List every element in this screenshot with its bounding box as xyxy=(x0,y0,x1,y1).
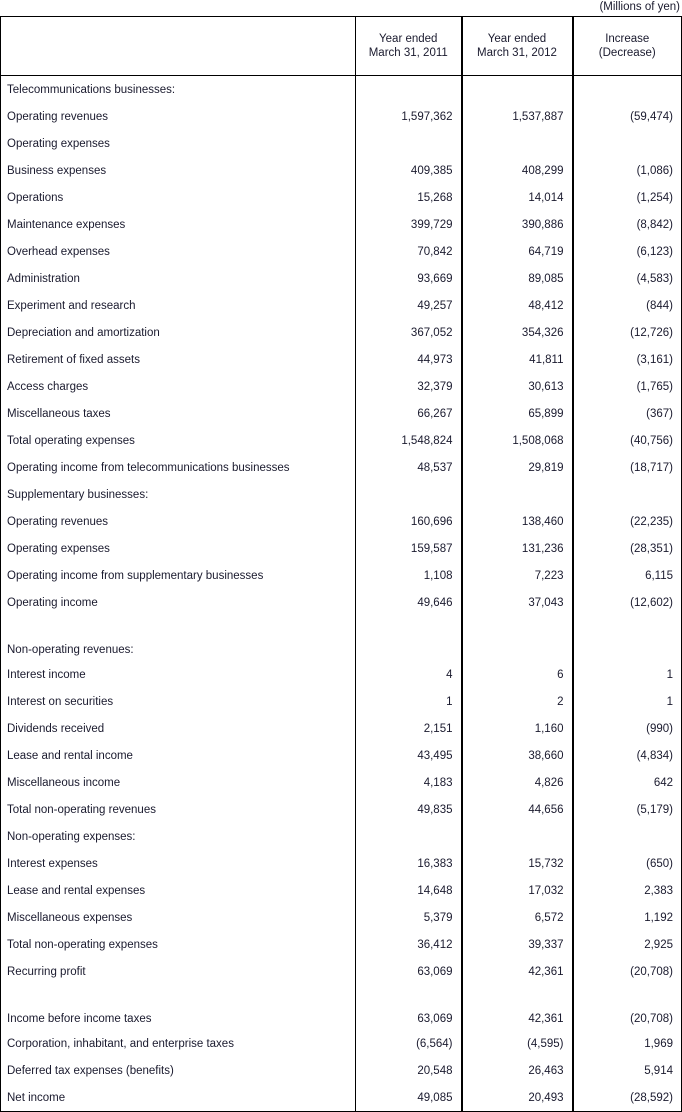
table-row xyxy=(1,769,682,796)
row-value-increase-decrease: (40,756) xyxy=(630,434,673,447)
row-value-year-2011: 49,646 xyxy=(356,589,462,616)
financial-table-wrapper xyxy=(0,16,681,1112)
row-value-increase-decrease xyxy=(573,130,682,157)
row-value-year-2012: 7,223 xyxy=(462,562,573,589)
row-value-year-2012: 15,732 xyxy=(462,850,573,877)
row-label: Depreciation and amortization xyxy=(1,319,356,346)
row-value-year-2011: 66,267 xyxy=(356,400,462,427)
table-row xyxy=(1,661,682,688)
row-value-year-2011: 44,973 xyxy=(356,346,462,373)
table-row xyxy=(1,796,682,823)
row-value-increase-decrease: (28,592) xyxy=(630,1091,673,1104)
row-value-year-2011 xyxy=(356,130,462,157)
table-row xyxy=(1,292,682,319)
row-value-year-2011: 5,379 xyxy=(356,904,462,931)
row-label: Operations xyxy=(1,184,356,211)
row-label: Income before income taxes xyxy=(1,985,356,1030)
row-value-year-2012: 89,085 xyxy=(462,265,573,292)
table-row xyxy=(1,742,682,769)
header-row xyxy=(1,17,682,76)
header-year-2012-line2: March 31, 2012 xyxy=(477,47,557,59)
table-body xyxy=(1,76,682,1112)
row-value-increase-decrease: (650) xyxy=(646,857,673,870)
row-value-increase-decrease: (20,708) xyxy=(630,1013,673,1025)
row-value-increase-decrease: (59,474) xyxy=(630,110,673,123)
row-value-year-2011: 16,383 xyxy=(356,850,462,877)
statement-of-income-table xyxy=(0,16,682,1112)
row-label: Miscellaneous expenses xyxy=(1,904,356,931)
table-row xyxy=(1,1057,682,1084)
table-row xyxy=(1,238,682,265)
row-value-year-2011: 1,597,362 xyxy=(356,103,462,130)
row-value-year-2012: 14,014 xyxy=(462,184,573,211)
row-label: Deferred tax expenses (benefits) xyxy=(1,1057,356,1084)
row-value-year-2011: 159,587 xyxy=(356,535,462,562)
row-value-year-2011: 49,085 xyxy=(356,1084,462,1112)
table-row xyxy=(1,184,682,211)
row-value-year-2012 xyxy=(462,616,573,661)
row-value-year-2011: 4,183 xyxy=(356,769,462,796)
row-value-increase-decrease xyxy=(573,76,682,104)
table-row xyxy=(1,427,682,454)
row-value-year-2011: 2,151 xyxy=(356,715,462,742)
table-row xyxy=(1,985,682,1030)
row-value-increase-decrease: (3,161) xyxy=(636,353,673,366)
row-label: Overhead expenses xyxy=(1,238,356,265)
row-value-year-2011: 15,268 xyxy=(356,184,462,211)
row-value-year-2011: 36,412 xyxy=(356,931,462,958)
table-row xyxy=(1,157,682,184)
row-label: Operating income from telecommunications businesses xyxy=(1,454,356,481)
table-row xyxy=(1,1030,682,1057)
table-row xyxy=(1,319,682,346)
row-value-year-2012: 138,460 xyxy=(462,508,573,535)
row-value-increase-decrease: (1,765) xyxy=(636,380,673,393)
header-year-2011-line1: Year ended xyxy=(379,33,438,45)
row-label: Recurring profit xyxy=(1,958,356,985)
row-value-year-2012: 2 xyxy=(462,688,573,715)
row-value-year-2011: 399,729 xyxy=(356,211,462,238)
row-value-year-2012: 17,032 xyxy=(462,877,573,904)
row-label: Interest on securities xyxy=(1,688,356,715)
units-caption: (Millions of yen) xyxy=(599,1,680,13)
row-value-year-2012: 6 xyxy=(462,661,573,688)
header-cell-year-2012 xyxy=(462,17,573,76)
header-cell-year-2011 xyxy=(356,17,462,76)
row-value-increase-decrease: (22,235) xyxy=(630,515,673,528)
header-cell-increase-decrease xyxy=(573,17,682,76)
row-value-year-2011 xyxy=(356,616,462,661)
row-value-year-2011: 49,257 xyxy=(356,292,462,319)
row-value-year-2011: 63,069 xyxy=(356,985,462,1030)
row-label: Miscellaneous income xyxy=(1,769,356,796)
row-label: Total operating expenses xyxy=(1,427,356,454)
row-value-year-2012: 26,463 xyxy=(462,1057,573,1084)
table-row xyxy=(1,103,682,130)
row-label: Corporation, inhabitant, and enterprise taxes xyxy=(1,1030,356,1057)
table-row xyxy=(1,616,682,661)
row-label: Non-operating expenses: xyxy=(1,823,356,850)
row-value-increase-decrease: (12,726) xyxy=(630,326,673,339)
row-value-year-2012: 6,572 xyxy=(462,904,573,931)
row-value-year-2011: 93,669 xyxy=(356,265,462,292)
row-value-increase-decrease: 5,914 xyxy=(644,1064,673,1077)
row-value-year-2012: (4,595) xyxy=(462,1030,573,1057)
row-label: Telecommunications businesses: xyxy=(1,76,356,104)
row-label: Experiment and research xyxy=(1,292,356,319)
row-label: Administration xyxy=(1,265,356,292)
header-delta-line2: (Decrease) xyxy=(598,47,656,59)
table-row xyxy=(1,715,682,742)
row-value-year-2012: 38,660 xyxy=(462,742,573,769)
row-value-increase-decrease: (4,834) xyxy=(636,749,673,762)
row-value-year-2011: 20,548 xyxy=(356,1057,462,1084)
row-value-year-2011 xyxy=(356,823,462,850)
row-value-increase-decrease: (1,086) xyxy=(636,164,673,177)
table-header xyxy=(1,17,682,76)
row-value-year-2012: 44,656 xyxy=(462,796,573,823)
table-row xyxy=(1,688,682,715)
table-row xyxy=(1,346,682,373)
row-label: Operating expenses xyxy=(1,130,356,157)
row-label: Non-operating revenues: xyxy=(1,616,356,661)
row-label: Lease and rental expenses xyxy=(1,877,356,904)
row-value-year-2011: 1,548,824 xyxy=(356,427,462,454)
row-value-year-2012: 48,412 xyxy=(462,292,573,319)
row-value-increase-decrease: (18,717) xyxy=(630,461,673,474)
table-row xyxy=(1,1084,682,1112)
row-value-year-2012: 1,160 xyxy=(462,715,573,742)
table-row xyxy=(1,481,682,508)
row-label: Operating revenues xyxy=(1,103,356,130)
row-value-year-2011: 63,069 xyxy=(356,958,462,985)
row-value-year-2012: 354,326 xyxy=(462,319,573,346)
row-value-increase-decrease: (367) xyxy=(646,407,673,420)
row-value-increase-decrease: (990) xyxy=(646,722,673,735)
row-label: Supplementary businesses: xyxy=(1,481,356,508)
row-value-increase-decrease: 2,925 xyxy=(644,938,673,951)
table-row xyxy=(1,400,682,427)
row-value-increase-decrease: (5,179) xyxy=(636,803,673,816)
row-label: Net income xyxy=(1,1084,356,1112)
row-label: Operating revenues xyxy=(1,508,356,535)
row-value-year-2012 xyxy=(462,130,573,157)
row-label: Total non-operating expenses xyxy=(1,931,356,958)
row-label: Interest income xyxy=(1,661,356,688)
row-value-increase-decrease: (28,351) xyxy=(630,542,673,555)
row-value-year-2012 xyxy=(462,76,573,104)
table-row xyxy=(1,958,682,985)
row-label: Dividends received xyxy=(1,715,356,742)
row-value-year-2012: 30,613 xyxy=(462,373,573,400)
row-value-increase-decrease xyxy=(573,823,682,850)
row-value-year-2012: 408,299 xyxy=(462,157,573,184)
row-value-year-2012 xyxy=(462,481,573,508)
row-label: Miscellaneous taxes xyxy=(1,400,356,427)
row-value-year-2012: 41,811 xyxy=(462,346,573,373)
row-value-increase-decrease: (20,708) xyxy=(630,965,673,978)
row-value-increase-decrease: (4,583) xyxy=(636,272,673,285)
row-label: Retirement of fixed assets xyxy=(1,346,356,373)
table-row xyxy=(1,589,682,616)
table-row xyxy=(1,850,682,877)
table-row xyxy=(1,931,682,958)
row-value-year-2011: 160,696 xyxy=(356,508,462,535)
row-value-increase-decrease: (6,123) xyxy=(636,245,673,258)
header-year-2012-line1: Year ended xyxy=(487,33,547,45)
row-value-year-2012: 42,361 xyxy=(462,985,573,1030)
row-value-year-2011: 32,379 xyxy=(356,373,462,400)
table-row xyxy=(1,508,682,535)
table-row xyxy=(1,562,682,589)
row-label: Total non-operating revenues xyxy=(1,796,356,823)
row-label: Lease and rental income xyxy=(1,742,356,769)
row-label: Operating income from supplementary businesses xyxy=(1,562,356,589)
table-row xyxy=(1,877,682,904)
table-row xyxy=(1,535,682,562)
table-row xyxy=(1,265,682,292)
row-value-year-2011: 1,108 xyxy=(356,562,462,589)
row-value-increase-decrease: 1,969 xyxy=(644,1037,673,1050)
row-value-year-2012: 390,886 xyxy=(462,211,573,238)
row-value-year-2011: 70,842 xyxy=(356,238,462,265)
row-value-year-2012: 39,337 xyxy=(462,931,573,958)
row-value-increase-decrease xyxy=(573,481,682,508)
header-year-2011-line2: March 31, 2011 xyxy=(368,47,448,59)
table-row xyxy=(1,823,682,850)
row-value-increase-decrease: (844) xyxy=(646,299,673,312)
row-value-year-2011: 14,648 xyxy=(356,877,462,904)
table-row xyxy=(1,454,682,481)
row-value-year-2012: 1,508,068 xyxy=(462,427,573,454)
row-value-increase-decrease: 1 xyxy=(666,668,673,681)
row-value-increase-decrease: 6,115 xyxy=(645,569,673,582)
row-label: Operating expenses xyxy=(1,535,356,562)
row-value-year-2011: 409,385 xyxy=(356,157,462,184)
row-value-increase-decrease: (12,602) xyxy=(630,596,673,609)
row-value-year-2011: 4 xyxy=(356,661,462,688)
row-value-year-2011: 43,495 xyxy=(356,742,462,769)
table-row xyxy=(1,373,682,400)
row-value-year-2011: (6,564) xyxy=(356,1030,462,1057)
row-value-year-2012: 20,493 xyxy=(462,1084,573,1112)
row-value-increase-decrease: (1,254) xyxy=(636,191,673,204)
row-value-increase-decrease: 2,383 xyxy=(644,884,673,897)
row-value-year-2012: 4,826 xyxy=(462,769,573,796)
row-label: Business expenses xyxy=(1,157,356,184)
row-value-year-2012: 29,819 xyxy=(462,454,573,481)
row-value-year-2011: 1 xyxy=(356,688,462,715)
row-value-year-2011: 367,052 xyxy=(356,319,462,346)
row-value-year-2012: 65,899 xyxy=(462,400,573,427)
row-value-increase-decrease xyxy=(573,616,682,661)
row-value-year-2012: 64,719 xyxy=(462,238,573,265)
row-value-increase-decrease: 642 xyxy=(653,776,673,789)
header-cell-label xyxy=(1,17,356,76)
row-label: Access charges xyxy=(1,373,356,400)
row-label: Interest expenses xyxy=(1,850,356,877)
row-value-year-2012: 1,537,887 xyxy=(462,103,573,130)
row-label: Operating income xyxy=(1,589,356,616)
row-value-year-2011: 48,537 xyxy=(356,454,462,481)
row-value-increase-decrease: (8,842) xyxy=(636,218,673,231)
row-value-year-2011 xyxy=(356,76,462,104)
row-label: Maintenance expenses xyxy=(1,211,356,238)
row-value-year-2012 xyxy=(462,823,573,850)
row-value-year-2012: 42,361 xyxy=(462,958,573,985)
table-row xyxy=(1,904,682,931)
row-value-year-2011 xyxy=(356,481,462,508)
row-value-year-2012: 37,043 xyxy=(462,589,573,616)
table-row xyxy=(1,130,682,157)
row-value-year-2011: 49,835 xyxy=(356,796,462,823)
header-delta-line1: Increase xyxy=(605,33,650,45)
table-row xyxy=(1,76,682,104)
row-value-year-2012: 131,236 xyxy=(462,535,573,562)
table-row xyxy=(1,211,682,238)
row-value-increase-decrease: 1,192 xyxy=(644,911,673,924)
row-value-increase-decrease: 1 xyxy=(666,695,673,708)
